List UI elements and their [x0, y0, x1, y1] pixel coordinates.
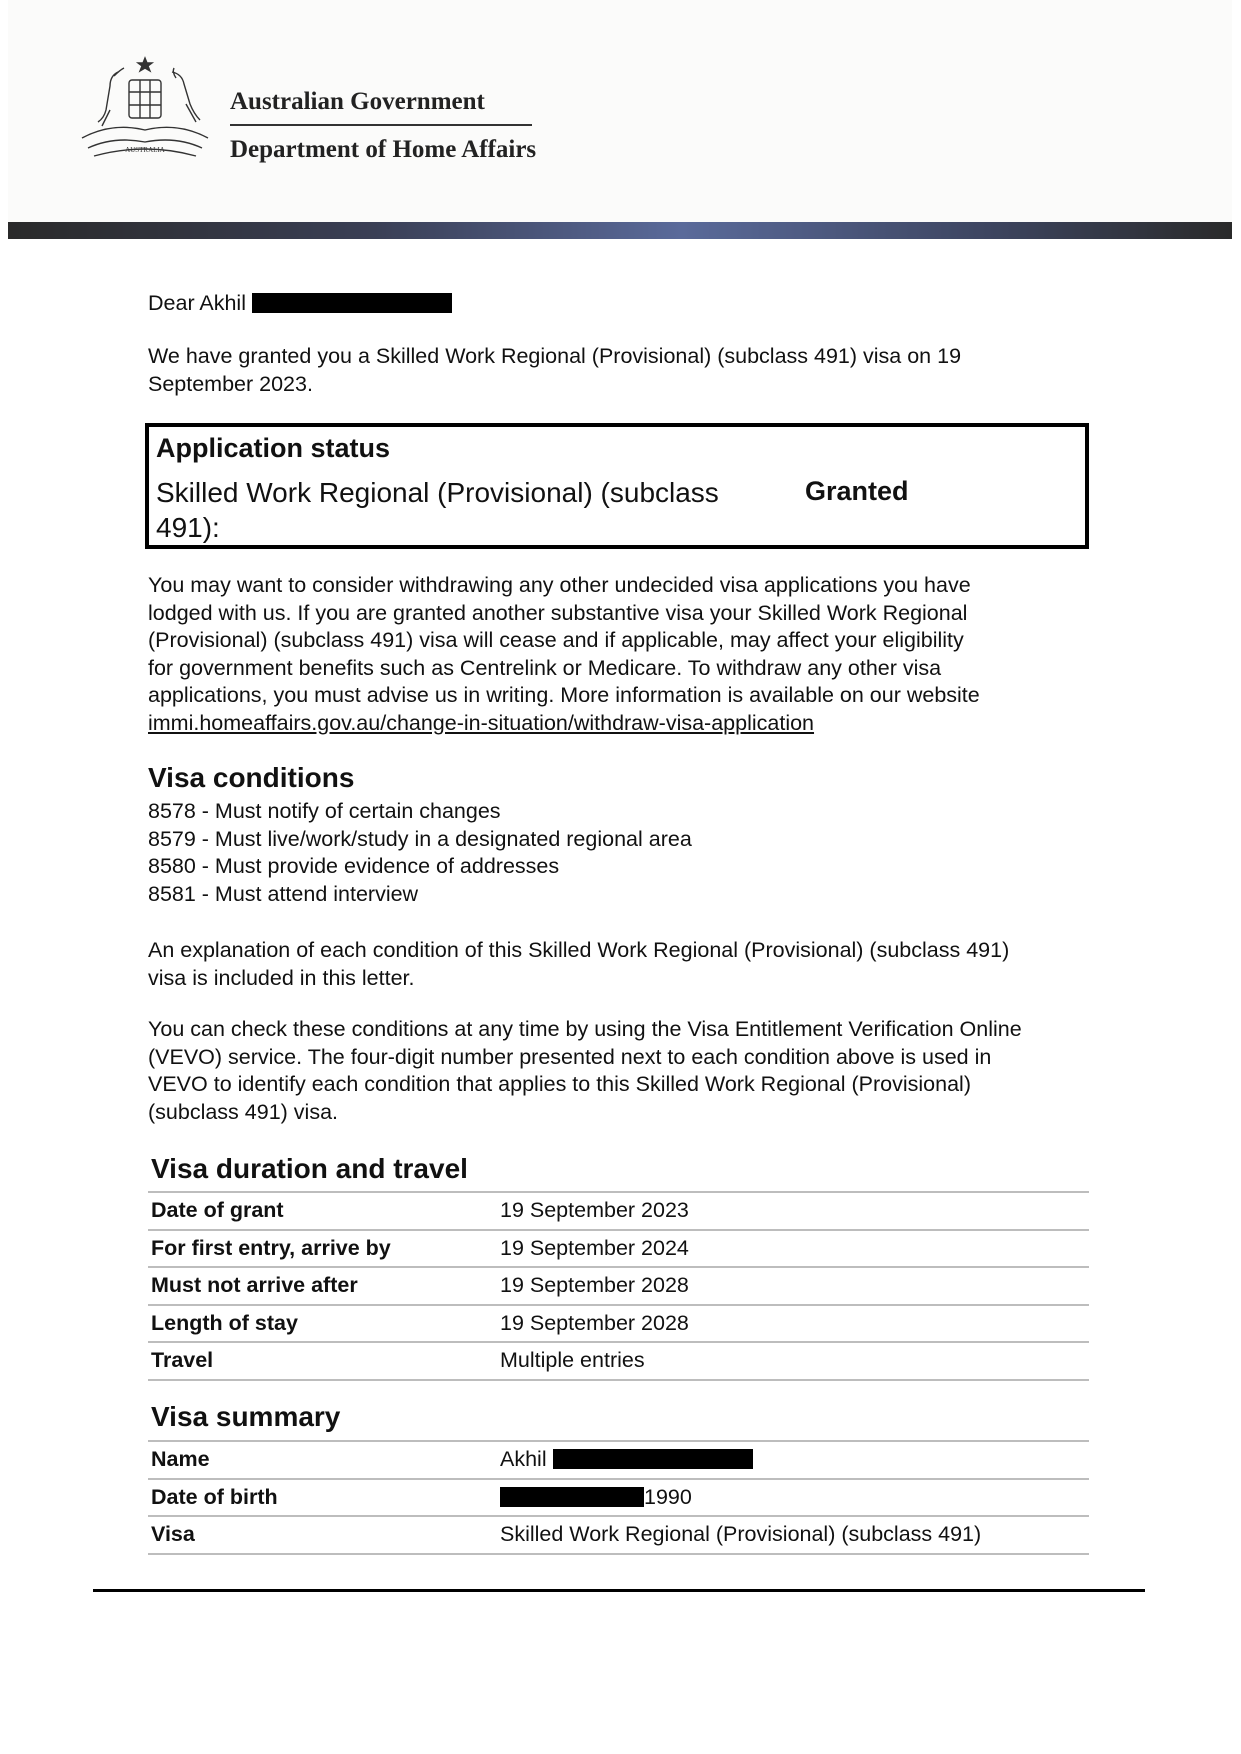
table-row: Name Akhil — [148, 1440, 1089, 1480]
table-row: Length of stay 19 September 2028 — [148, 1306, 1089, 1344]
withdraw-paragraph: You may want to consider withdrawing any other undecided visa applications you have lodged with us. If you are granted another substantive visa your Skilled Work Regional (Provisional) (subclass 491) visa will cease and if applicable, may affect your eligibility for government benefits such as Centrelink or Medicare. To withdraw any other visa applications, you must advise us in writing. More information is available on our website immi.homeaffairs.gov.au/change-in-situation/withdraw-visa-application — [148, 572, 1088, 737]
salutation: Dear Akhil — [148, 290, 452, 318]
status-title: Application status — [156, 433, 391, 463]
department-name: Department of Home Affairs — [230, 136, 537, 163]
svg-text:AUSTRALIA: AUSTRALIA — [125, 146, 165, 154]
application-status-box — [145, 423, 1089, 549]
list-item: 8581 - Must attend interview — [148, 881, 419, 906]
table-row: Travel Multiple entries — [148, 1343, 1089, 1381]
header-band — [8, 222, 1232, 239]
redaction-bar — [252, 293, 452, 313]
conditions-heading: Visa conditions — [148, 762, 355, 793]
list-item: 8578 - Must notify of certain changes — [148, 799, 501, 823]
vevo-paragraph: You can check these conditions at any time by using the Visa Entitlement Verification Online (VEVO) service. The four-digit number presented next to each condition above is used in VEVO to identify each condition that applies to this Skilled Work Regional (Provisional) (subclass 491) visa. — [148, 1017, 1022, 1124]
conditions-list — [148, 798, 692, 908]
status-label: Skilled Work Regional (Provisional) (subclass 491): — [156, 477, 719, 543]
duration-heading: Visa duration and travel — [151, 1153, 468, 1184]
summary-table — [148, 1440, 1089, 1555]
list-item: 8580 - Must provide evidence of addresses — [148, 854, 560, 878]
withdraw-link[interactable]: immi.homeaffairs.gov.au/change-in-situation/withdraw-visa-application — [148, 710, 815, 735]
government-name: Australian Government — [230, 88, 485, 115]
table-row: Date of birth 1990 — [148, 1480, 1089, 1518]
header-divider — [230, 124, 532, 126]
footer-divider — [93, 1589, 1145, 1592]
status-value: Granted — [805, 476, 909, 506]
grant-statement: We have granted you a Skilled Work Regional (Provisional) (subclass 491) visa on 19 September 2023. — [148, 344, 962, 396]
duration-table — [148, 1191, 1089, 1381]
summary-heading: Visa summary — [151, 1401, 341, 1432]
redaction-bar — [553, 1449, 753, 1469]
table-row: For first entry, arrive by 19 September 2024 — [148, 1231, 1089, 1269]
list-item: 8579 - Must live/work/study in a designated regional area — [148, 826, 692, 851]
table-row: Must not arrive after 19 September 2028 — [148, 1268, 1089, 1306]
table-row: Visa Skilled Work Regional (Provisional) (subclass 491) — [148, 1517, 1089, 1555]
table-row: Date of grant 19 September 2023 — [148, 1191, 1089, 1231]
redaction-bar — [500, 1487, 644, 1507]
coat-of-arms-logo — [74, 56, 216, 164]
explanation-paragraph: An explanation of each condition of this Skilled Work Regional (Provisional) (subclass 491) visa is included in this letter. — [148, 938, 1010, 990]
